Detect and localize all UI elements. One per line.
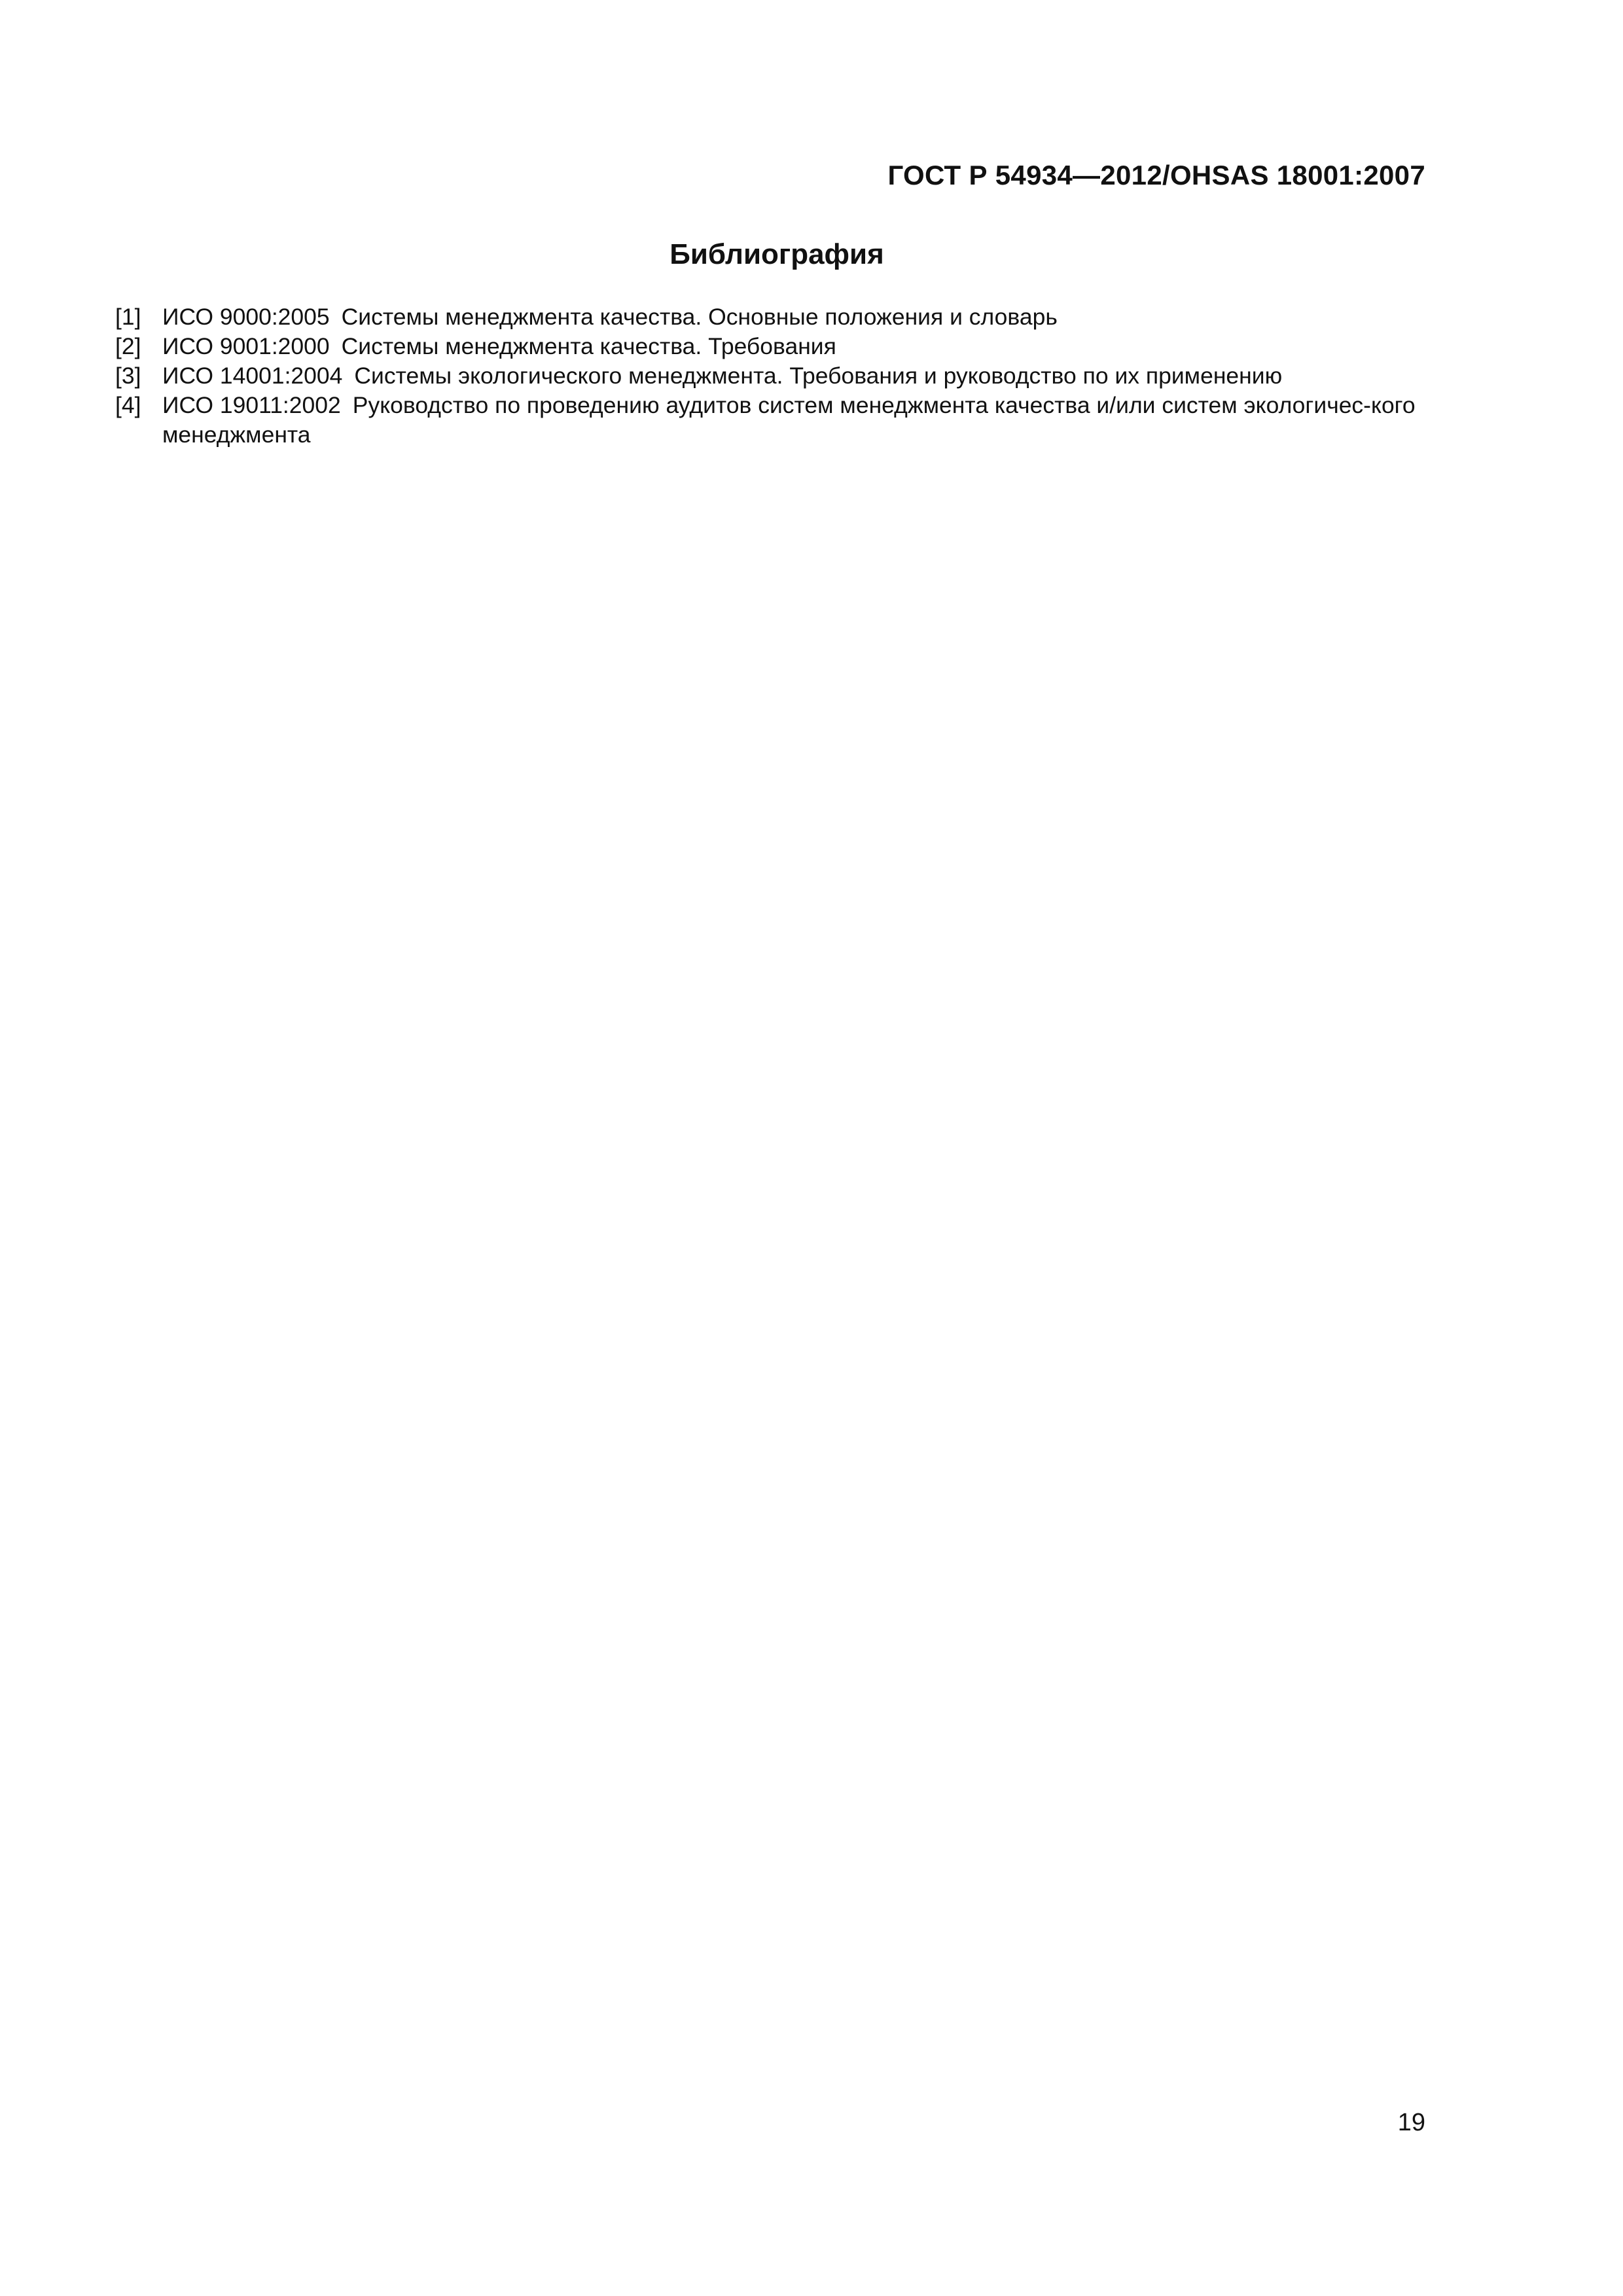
page-number: 19 (1397, 2109, 1425, 2136)
bibliography-item (115, 361, 1444, 391)
bibliography-item (115, 391, 1444, 450)
bibliography-list (115, 302, 1444, 450)
bibliography-item-text (162, 361, 1444, 391)
bibliography-item-number: [3] (115, 363, 141, 389)
bibliography-item-title: Системы экологического менеджмента. Требования и руководство по их применению (354, 363, 1283, 389)
bibliography-item-title: Руководство по проведению аудитов систем менеджмента качества и/или систем экологичес-кого менеджмента (162, 392, 1416, 448)
bibliography-item-text (162, 332, 1444, 361)
bibliography-item-code: ИСО 14001:2004 (162, 363, 343, 389)
bibliography-item-number: [1] (115, 304, 141, 330)
bibliography-item-code: ИСО 9001:2000 (162, 333, 330, 359)
bibliography-item (115, 302, 1444, 332)
bibliography-item-code: ИСО 9000:2005 (162, 304, 330, 330)
bibliography-item-code: ИСО 19011:2002 (162, 392, 341, 418)
bibliography-item-text (162, 302, 1444, 332)
bibliography-item-number: [2] (115, 333, 141, 359)
section-title: Библиография (669, 238, 884, 270)
bibliography-item (115, 332, 1444, 361)
bibliography-item-number: [4] (115, 392, 141, 418)
document-code-header: ГОСТ Р 54934—2012/OHSAS 18001:2007 (887, 160, 1425, 190)
bibliography-item-text (162, 391, 1444, 450)
bibliography-item-title: Системы менеджмента качества. Основные положения и словарь (341, 304, 1058, 330)
bibliography-item-title: Системы менеджмента качества. Требования (341, 333, 836, 359)
